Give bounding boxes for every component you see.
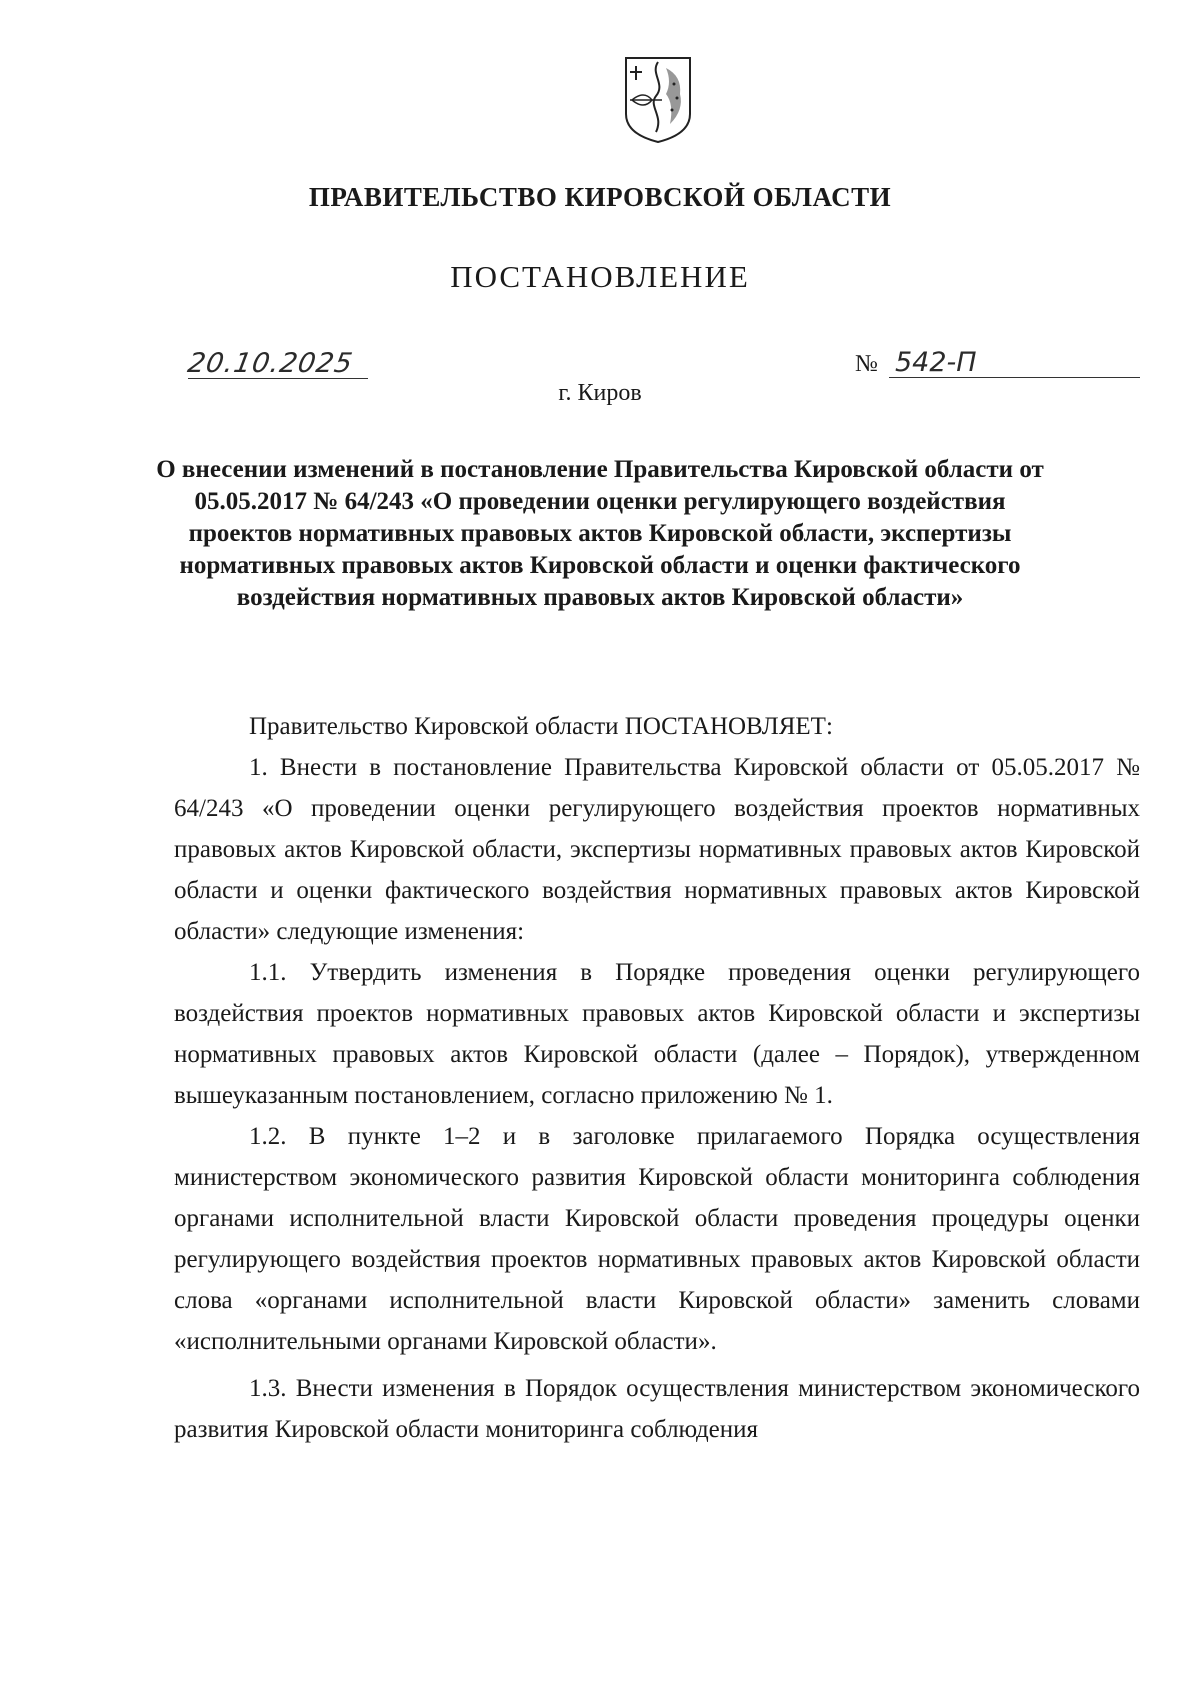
document-number bbox=[855, 347, 1140, 378]
document-title: О внесении изменений в постановление Правительства Кировской области от 05.05.2017 № 64/243 «О проведении оценки регулирующего воздействия проектов нормативных правовых актов Кировской области, экспертизы нормативных правовых актов Кировской области и оценки фактического воздействия нормативных правовых актов Кировской области» bbox=[156, 456, 1044, 611]
document-date bbox=[185, 348, 368, 379]
body-paragraph: 1. Внести в постановление Правительства Кировской области от 05.05.2017 № 64/243 «О проведении оценки регулирующего воздействия проектов нормативных правовых актов Кировской области, экспертизы нормативных правовых актов Кировской области и оценки фактического воздействия нормативных правовых актов Кировской области» следующие изменения: bbox=[174, 754, 1140, 945]
body-paragraph: Правительство Кировской области ПОСТАНОВЛЯЕТ: bbox=[249, 713, 833, 740]
body-paragraph: 1.2. В пункте 1–2 и в заголовке прилагаемого Порядка осуществления министерством экономического развития Кировской области мониторинга соблюдения органами исполнительной власти Кировской области проведения процедуры оценки регулирующего воздействия проектов нормативных правовых актов Кировской области слова «органами исполнительной власти Кировской области» заменить словами «исполнительными органами Кировской области». bbox=[174, 1123, 1140, 1355]
document-type: ПОСТАНОВЛЕНИЕ bbox=[450, 259, 750, 294]
organization-name: ПРАВИТЕЛЬСТВО КИРОВСКОЙ ОБЛАСТИ bbox=[308, 182, 892, 212]
city: г. Киров bbox=[558, 380, 642, 406]
number-handwritten: 542-П bbox=[895, 347, 977, 378]
body-paragraph: 1.1. Утвердить изменения в Порядке проведения оценки регулирующего воздействия проектов нормативных правовых актов Кировской области и экспертизы нормативных правовых актов Кировской области (далее – Порядок), утвержденном вышеуказанным постановлением, согласно приложению № 1. bbox=[174, 959, 1140, 1109]
document-body bbox=[174, 706, 1140, 1450]
date-handwritten: 20.10.2025 bbox=[185, 348, 356, 379]
coat-of-arms-icon bbox=[622, 54, 694, 146]
body-paragraph: 1.3. Внести изменения в Порядок осуществления министерством экономического развития Кировской области мониторинга соблюдения bbox=[174, 1375, 1140, 1443]
number-sign: № bbox=[855, 351, 878, 377]
